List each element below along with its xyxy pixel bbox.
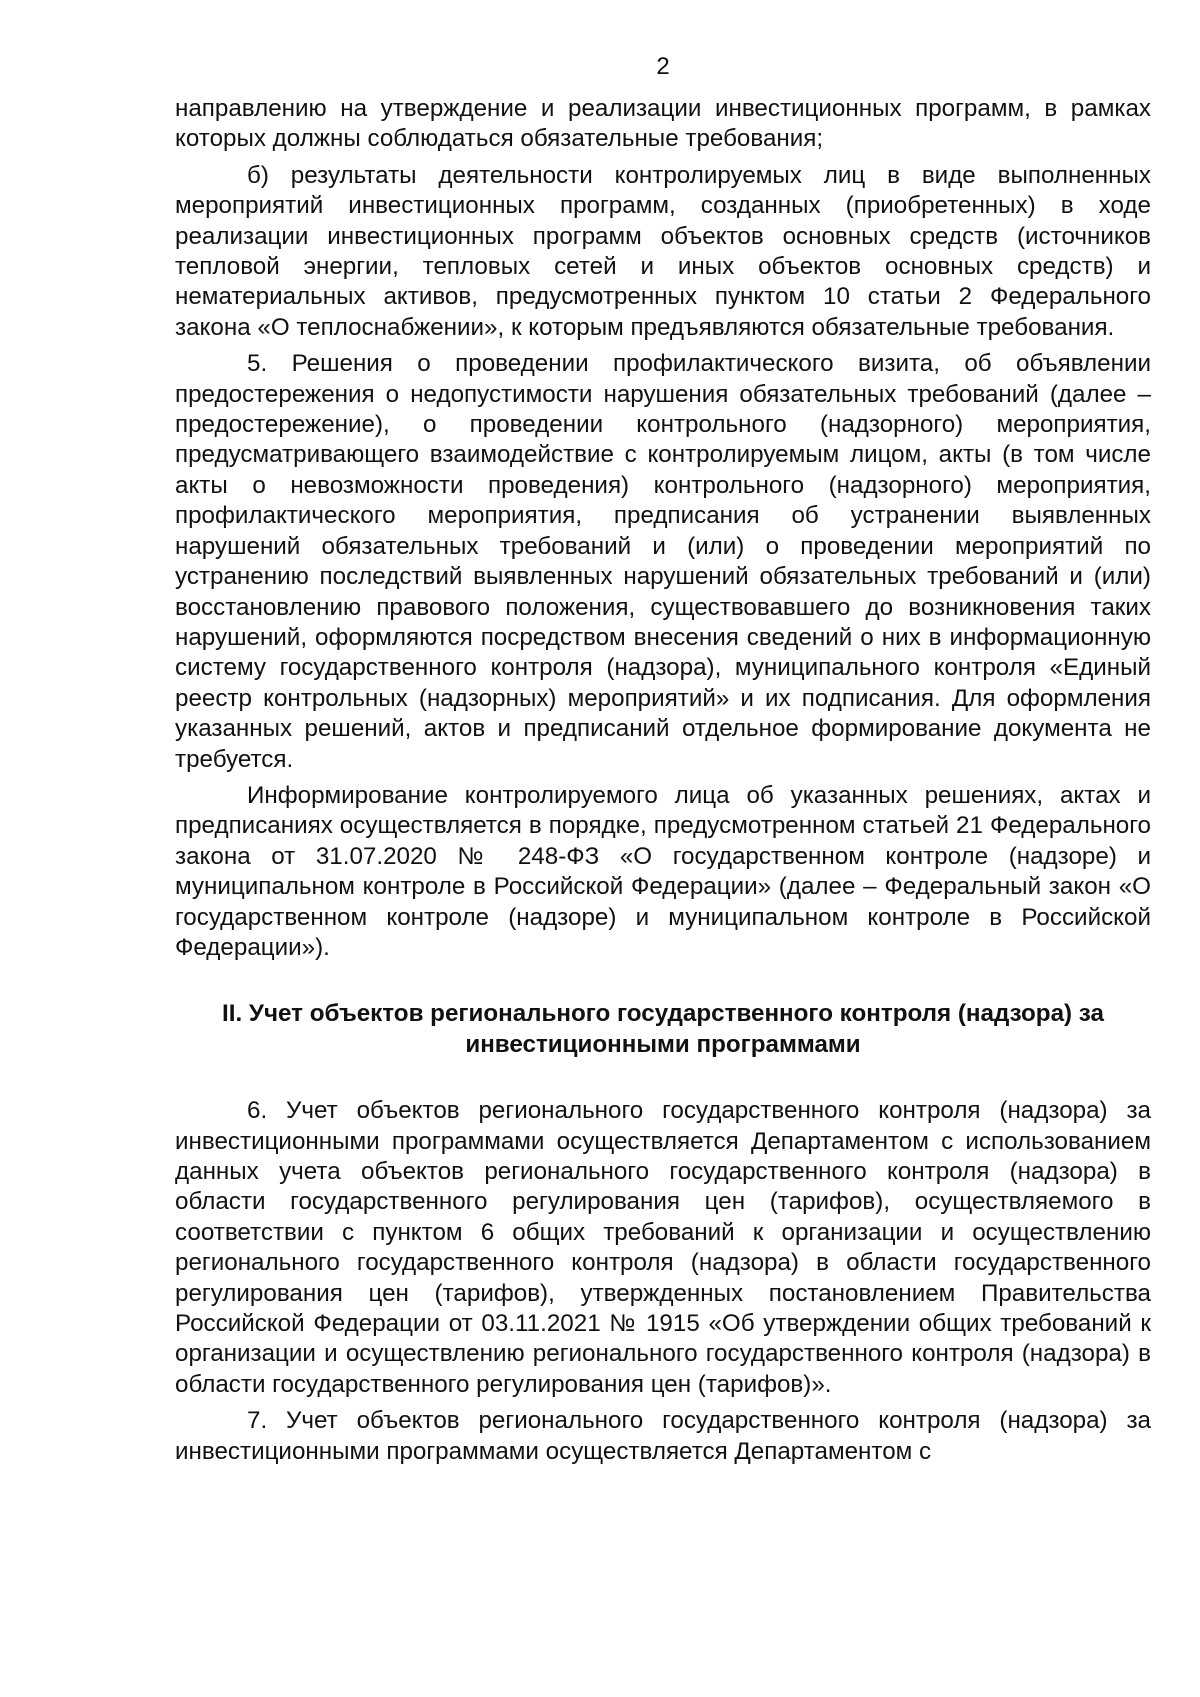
section-heading-line-2: инвестиционными программами [465, 1030, 861, 1058]
paragraph-continuation: направлению на утверждение и реализации инвестиционных программ, в рамках которых должны соблюдаться обязательные требования; [175, 95, 1151, 153]
paragraph-informing: Информирование контролируемого лица об указанных решениях, актах и предписаниях осуществляется в порядке, предусмотренном статьей 21 Федерального закона от 31.07.2020 № 248-ФЗ «О государственном контроле (надзоре) и муниципальном контроле в Российской Федерации» (далее – Федеральный закон «О государственном контроле (надзоре) и муниципальном контроле в Российской Федерации»). [175, 781, 1151, 961]
paragraph-item-b: б) результаты деятельности контролируемых лиц в виде выполненных мероприятий инвестиционных программ, созданных (приобретенных) в ходе реализации инвестиционных программ объектов основных средств (источников тепловой энергии, тепловых сетей и иных объектов основных средств) и нематериальных активов, предусмотренных пунктом 10 статьи 2 Федерального закона «О теплоснабжении», к которым предъявляются обязательные требования. [175, 161, 1151, 341]
paragraph-item-6: 6. Учет объектов регионального государственного контроля (надзора) за инвестиционными программами осуществляется Департаментом с использованием данных учета объектов регионального государственного контроля (надзора) в области государственного регулирования цен (тарифов), осуществляемого в соответствии с пунктом 6 общих требований к организации и осуществлению регионального государственного контроля (надзора) в области государственного регулирования цен (тарифов), утвержденных постановлением Правительства Российской Федерации от 03.11.2021 № 1915 «Об утверждении общих требований к организации и осуществлению регионального государственного контроля (надзора) в области государственного регулирования цен (тарифов)». [175, 1097, 1151, 1398]
section-heading [175, 999, 1151, 1060]
document-page [175, 52, 1151, 1473]
page-number: 2 [656, 53, 670, 80]
paragraph-item-7: 7. Учет объектов регионального государственного контроля (надзора) за инвестиционными программами осуществляется Департаментом с [175, 1407, 1151, 1465]
paragraph-item-5: 5. Решения о проведении профилактического визита, об объявлении предостережения о недопустимости нарушения обязательных требований (далее – предостережение), о проведении контрольного (надзорного) мероприятия, предусматривающего взаимодействие с контролируемым лицом, акты (в том числе акты о невозможности проведения) контрольного (надзорного) мероприятия, профилактического мероприятия, предписания об устранении выявленных нарушений обязательных требований и (или) о проведении мероприятий по устранению последствий выявленных нарушений обязательных требований и (или) восстановлению правового положения, существовавшего до возникновения таких нарушений, оформляются посредством внесения сведений о них в информационную систему государственного контроля (надзора), муниципального контроля «Единый реестр контрольных (надзорных) мероприятий» и их подписания. Для оформления указанных решений, актов и предписаний отдельное формирование документа не требуется. [175, 350, 1151, 773]
section-heading-line-1: II. Учет объектов регионального государственного контроля (надзора) за [222, 1000, 1104, 1028]
